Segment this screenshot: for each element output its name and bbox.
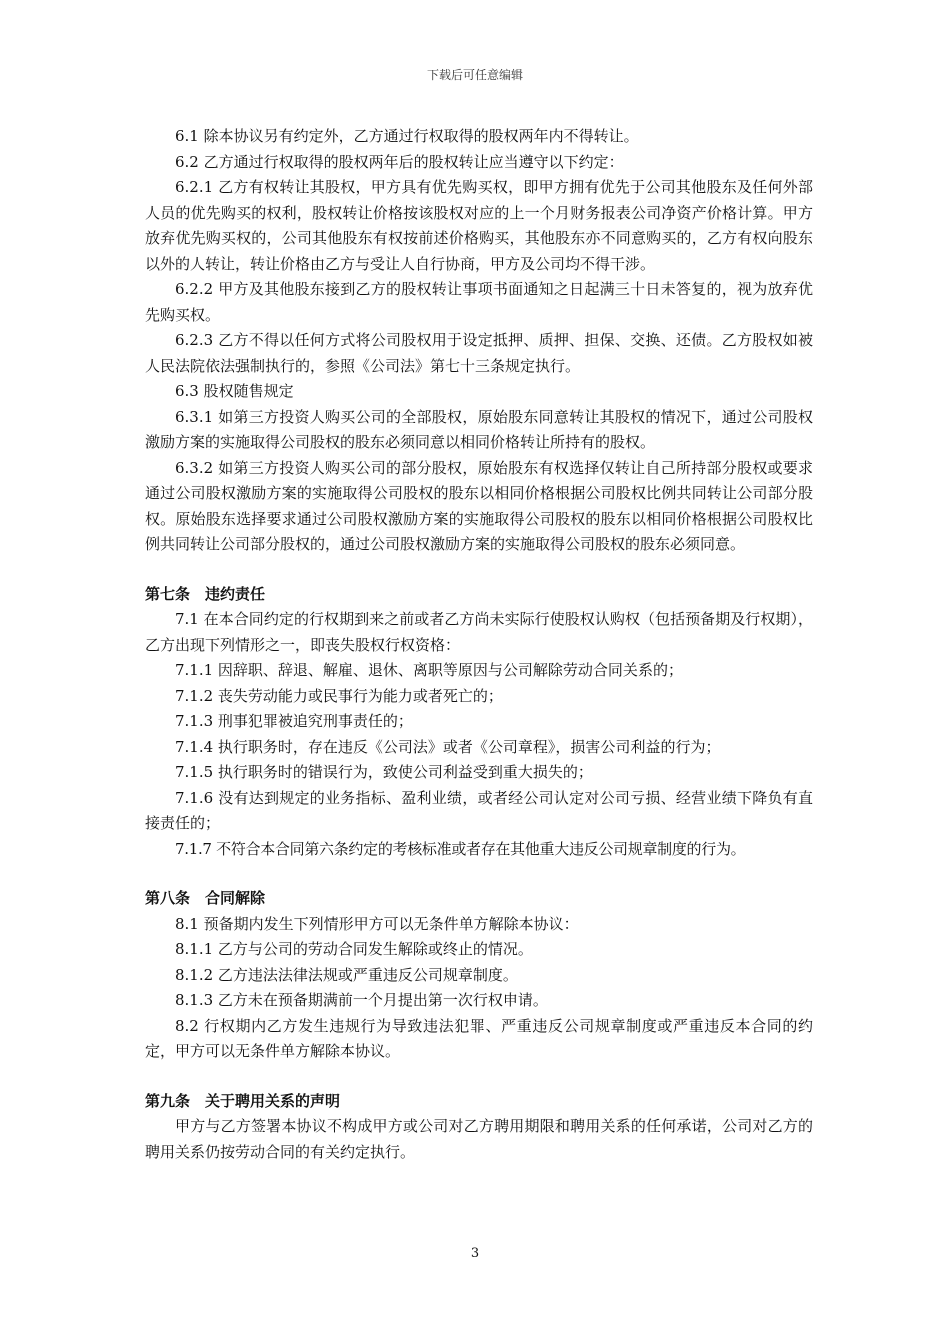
paragraph: 8.1.1 乙方与公司的劳动合同发生解除或终止的情况。 <box>175 940 533 958</box>
paragraph: 6.3.2 如第三方投资人购买公司的部分股权，原始股东有权选择仅转让自己所持部分股权或要求通过公司股权激励方案的实施取得公司股权的股东以相同价格根据公司股权比例共同转让公司部分股权。原始股东选择要求通过公司股权激励方案的实施取得公司股权的股东以相同价格根据公司股权比例共同转让公司部分股权的，通过公司股权激励方案的实施取得公司股权的股东必须同意。 <box>145 458 813 553</box>
paragraph: 7.1.7 不符合本合同第六条约定的考核标准或者存在其他重大违反公司规章制度的行为。 <box>175 839 746 858</box>
paragraph: 甲方与乙方签署本协议不构成甲方或公司对乙方聘用期限和聘用关系的任何承诺，公司对乙方的聘用关系仍按劳动合同的有关约定执行。 <box>145 1117 813 1161</box>
paragraph: 6.2.3 乙方不得以任何方式将公司股权用于设定抵押、质押、担保、交换、还债。乙方股权如被人民法院依法强制执行的，参照《公司法》第七十三条规定执行。 <box>145 331 813 375</box>
paragraph: 7.1 在本合同约定的行权期到来之前或者乙方尚未实际行使股权认购权（包括预备期及行权期），乙方出现下列情形之一，即丧失股权行权资格： <box>145 610 813 654</box>
section-gap <box>145 1065 813 1089</box>
paragraph: 7.1.3 刑事犯罪被追究刑事责任的； <box>175 712 413 730</box>
section-gap <box>145 862 813 886</box>
paragraph: 7.1.5 执行职务时的错误行为，致使公司利益受到重大损失的； <box>175 763 593 781</box>
paragraph: 8.2 行权期内乙方发生违规行为导致违法犯罪、严重违反公司规章制度或严重违反本合同的约定，甲方可以无条件单方解除本协议。 <box>145 1016 813 1060</box>
paragraph: 7.1.1 因辞职、辞退、解雇、退休、离职等原因与公司解除劳动合同关系的； <box>175 661 683 679</box>
paragraph: 6.3.1 如第三方投资人购买公司的全部股权，原始股东同意转让其股权的情况下，通过公司股权激励方案的实施取得公司股权的股东必须同意以相同价格转让所持有的股权。 <box>145 407 813 451</box>
paragraph: 7.1.2 丧失劳动能力或民事行为能力或者死亡的； <box>175 686 503 705</box>
page-number: 3 <box>470 1246 480 1261</box>
document-body <box>145 124 813 1165</box>
paragraph: 8.1 预备期内发生下列情形甲方可以无条件单方解除本协议： <box>175 914 579 933</box>
paragraph: 6.1 除本协议另有约定外，乙方通过行权取得的股权两年内不得转让。 <box>175 127 639 145</box>
paragraph: 8.1.3 乙方未在预备期满前一个月提出第一次行权申请。 <box>175 991 548 1009</box>
paragraph: 6.2.1 乙方有权转让其股权，甲方具有优先购买权，即甲方拥有优先于公司其他股东及任何外部人员的优先购买的权利，股权转让价格按该股权对应的上一个月财务报表公司净资产价格计算。甲方放弃优先购买权的，公司其他股东有权按前述价格购买，其他股东亦不同意购买的，乙方有权向股东以外的人转让，转让价格由乙方与受让人自行协商，甲方及公司均不得干涉。 <box>145 178 813 273</box>
paragraph: 7.1.6 没有达到规定的业务指标、盈利业绩，或者经公司认定对公司亏损、经营业绩下降负有直接责任的； <box>145 788 813 832</box>
section-heading-9: 第九条 关于聘用关系的声明 <box>145 1091 341 1110</box>
section-gap <box>145 558 813 582</box>
paragraph: 6.3 股权随售规定 <box>175 382 294 400</box>
section-heading-8: 第八条 合同解除 <box>145 889 266 907</box>
paragraph: 8.1.2 乙方违法法律法规或严重违反公司规章制度。 <box>175 965 518 984</box>
paragraph: 7.1.4 执行职务时，存在违反《公司法》或者《公司章程》，损害公司利益的行为； <box>175 737 721 756</box>
section-heading-7: 第七条 违约责任 <box>145 584 266 603</box>
paragraph: 6.2.2 甲方及其他股东接到乙方的股权转让事项书面通知之日起满三十日未答复的，视为放弃优先购买权。 <box>145 280 813 324</box>
page-header: 下载后可任意编辑 <box>426 68 523 82</box>
paragraph: 6.2 乙方通过行权取得的股权两年后的股权转让应当遵守以下约定： <box>175 152 624 171</box>
